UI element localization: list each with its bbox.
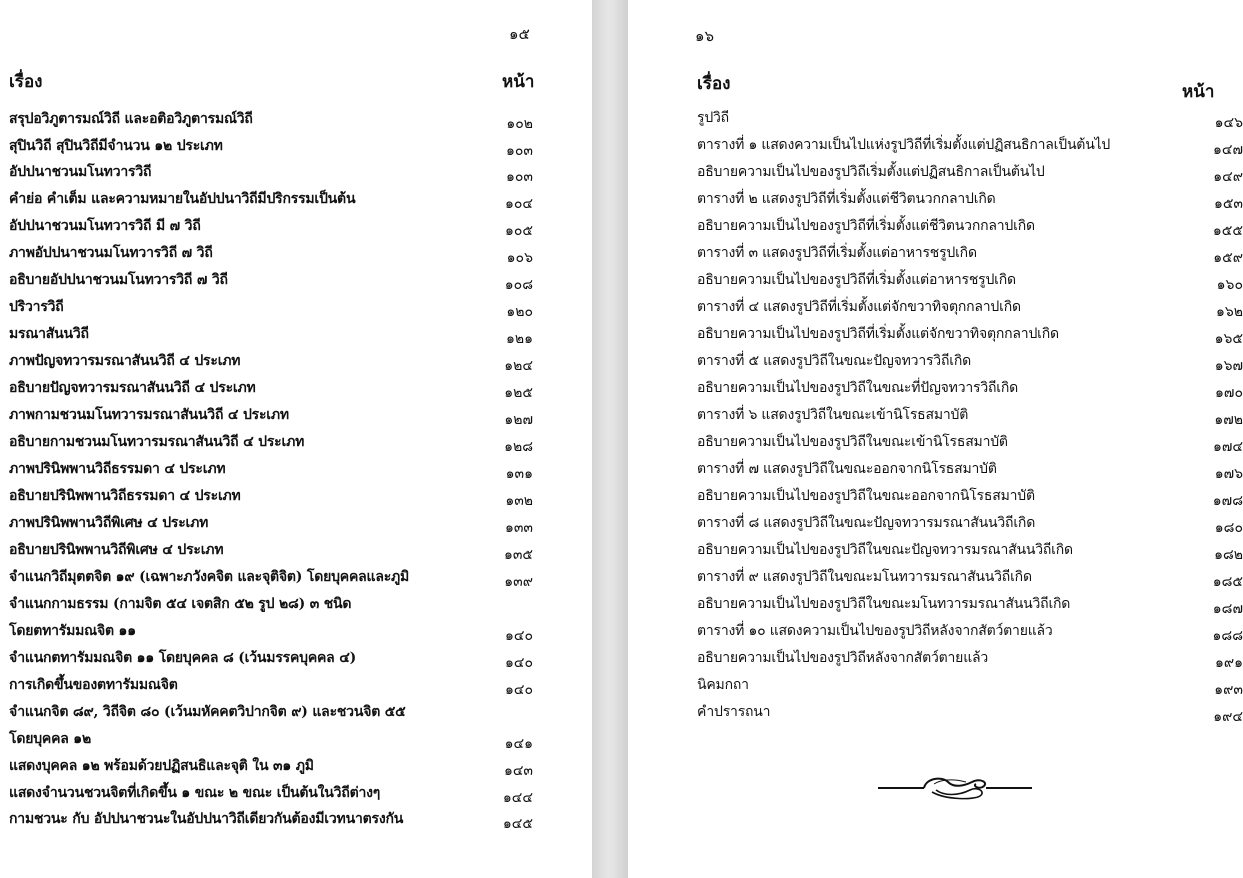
toc-entry-page: ๑๔๐ — [504, 655, 533, 671]
toc-entry-page: ๑๗๐ — [1215, 385, 1243, 401]
toc-entry-page: ๑๒๐ — [506, 304, 533, 320]
toc-entry-title: อธิบายปรินิพพานวิถีพิเศษ ๔ ประเภท — [9, 542, 224, 558]
toc-entry-page: ๑๕๕ — [1212, 223, 1243, 239]
toc-entry-page: ๑๕๓ — [1213, 196, 1243, 212]
toc-entry-page: ๑๐๔ — [504, 196, 533, 212]
toc-entry-page: ๑๐๘ — [504, 277, 533, 293]
toc-entry-title: อธิบายปรินิพพานวิถีธรรมดา ๔ ประเภท — [9, 488, 241, 504]
toc-entry-title: นิคมกถา — [697, 677, 749, 693]
toc-entry-page: ๑๘๒ — [1214, 547, 1243, 563]
toc-entry-title: อธิบายความเป็นไปของรูปวิถีเริ่มตั้งแต่ปฏิสนธิกาลเป็นต้นไป — [697, 164, 1045, 180]
page-column-header: หน้า — [1182, 82, 1215, 102]
toc-entry-title: อธิบายอัปปนาชวนมโนทวารวิถี ๗ วิถี — [9, 272, 228, 288]
toc-entry-title: สุปินวิถี สุปินวิถีมีจำนวน ๑๒ ประเภท — [9, 138, 223, 154]
toc-entry-page: ๑๔๖ — [1214, 115, 1243, 131]
toc-entry-page: ๑๓๑ — [505, 466, 533, 482]
toc-entry-page: ๑๗๔ — [1212, 439, 1243, 455]
toc-entry-title: อัปปนาชวนมโนทวารวิถี มี ๗ วิถี — [9, 218, 201, 234]
page-column-header: หน้า — [502, 72, 535, 92]
toc-entry-title: ตารางที่ ๒ แสดงรูปวิถีที่เริ่มตั้งแต่ชีวิตนวกกลาปเกิด — [697, 191, 996, 207]
toc-entry-title: อธิบายความเป็นไปของรูปวิถีที่เริ่มตั้งแต่จักขวาทิจตุกกลาปเกิด — [697, 326, 1059, 342]
toc-entry-title: ตารางที่ ๑๐ แสดงความเป็นไปของรูปวิถีหลังจากสัตว์ตายแล้ว — [697, 623, 1053, 639]
toc-entry-title: ภาพอัปปนาชวนมโนทวารวิถี ๗ วิถี — [9, 245, 213, 261]
toc-entry-page: ๑๔๕ — [502, 816, 533, 832]
toc-entry-title: มรณาสันนวิถี — [9, 326, 89, 342]
toc-entry-page: ๑๘๗ — [1212, 601, 1243, 617]
toc-entry-page: ๑๓๕ — [503, 547, 533, 563]
toc-entry-title: ตารางที่ ๔ แสดงรูปวิถีที่เริ่มตั้งแต่จักขวาทิจตุกกลาปเกิด — [697, 299, 1021, 315]
toc-entry-title: กามชวนะ กับ อัปปนาชวนะในอัปปนาวิถีเดียวกันต้องมีเวทนาตรงกัน — [9, 811, 404, 827]
toc-entry-page: ๑๖๐ — [1216, 277, 1243, 293]
toc-entry-title: ปริวารวิถี — [9, 299, 64, 315]
toc-entry-title: อธิบายความเป็นไปของรูปวิถีในขณะออกจากนิโรธสมาบัติ — [697, 488, 1035, 504]
right-page — [628, 0, 1243, 878]
toc-entry-title: ภาพกามชวนมโนทวารมรณาสันนวิถี ๔ ประเภท — [9, 407, 289, 423]
page-number: ๑๖ — [695, 27, 715, 45]
toc-entry-page: ๑๙๓ — [1214, 682, 1243, 698]
toc-entry-title: รูปวิถี — [697, 110, 729, 126]
toc-entry-title: ภาพปรินิพพานวิถีพิเศษ ๔ ประเภท — [9, 515, 209, 531]
toc-entry-title: คำปรารถนา — [697, 704, 771, 720]
toc-entry-page: ๑๗๘ — [1212, 493, 1243, 509]
left-page — [0, 0, 592, 878]
toc-entry-page: ๑๘๘ — [1212, 628, 1243, 644]
toc-entry-page: ๑๒๘ — [504, 439, 533, 455]
toc-entry-page: ๑๘๕ — [1212, 574, 1243, 590]
toc-entry-title: ภาพปรินิพพานวิถีธรรมดา ๔ ประเภท — [9, 461, 226, 477]
toc-entry-page: ๑๖๗ — [1214, 358, 1243, 374]
toc-entry-page: ๑๐๓ — [505, 169, 533, 185]
toc-entry-page: ๑๙๔ — [1213, 709, 1243, 725]
toc-entry-page: ๑๔๐ — [504, 628, 533, 644]
toc-entry-page: ๑๓๒ — [505, 493, 533, 509]
toc-entry-page: ๑๔๗ — [1212, 142, 1243, 158]
toc-entry-title: จำแนกจิต ๘๙, วิถีจิต ๘๐ (เว้นมหัคคตวิปากจิต ๙) และชวนจิต ๕๕ — [9, 704, 406, 720]
toc-entry-title: จำแนกกามธรรม (กามจิต ๕๔ เจตสิก ๕๒ รูป ๒๘) ๓ ชนิด — [9, 596, 352, 612]
toc-entry-page: ๑๔๑ — [504, 736, 533, 752]
toc-entry-page: ๑๐๕ — [504, 223, 533, 239]
book-gutter — [592, 0, 628, 878]
toc-entry-title: โดยตทารัมมณจิต ๑๑ — [9, 623, 136, 639]
toc-entry-title: ตารางที่ ๘ แสดงรูปวิถีในขณะปัญจทวารมรณาสันนวิถีเกิด — [697, 515, 1036, 531]
toc-entry-title: จำแนกตทารัมมณจิต ๑๑ โดยบุคคล ๘ (เว้นมรรคบุคคล ๔) — [9, 650, 357, 666]
toc-entry-page: ๑๓๓ — [504, 520, 533, 536]
scroll-flourish-icon — [876, 770, 1034, 804]
toc-entry-title: อัปปนาชวนมโนทวารวิถี — [9, 164, 152, 180]
toc-entry-page: ๑๔๔ — [502, 790, 533, 806]
toc-entry-title: อธิบายปัญจทวารมรณาสันนวิถี ๔ ประเภท — [9, 380, 256, 396]
toc-entry-title: อธิบายความเป็นไปของรูปวิถีหลังจากสัตว์ตายแล้ว — [697, 650, 989, 666]
toc-entry-page: ๑๕๙ — [1213, 250, 1243, 266]
toc-entry-title: ตารางที่ ๑ แสดงความเป็นไปแห่งรูปวิถีที่เริ่มตั้งแต่ปฏิสนธิกาลเป็นต้นไป — [697, 137, 1111, 153]
toc-entry-page: ๑๖๒ — [1215, 304, 1243, 320]
toc-entry-page: ๑๔๙ — [1213, 169, 1243, 185]
toc-entry-page: ๑๗๒ — [1214, 412, 1243, 428]
toc-entry-page: ๑๐๒ — [506, 116, 533, 132]
toc-entry-title: คำย่อ คำเต็ม และความหมายในอัปปนาวิถีมีปริกรรมเป็นต้น — [9, 191, 356, 207]
toc-entry-page: ๑๙๑ — [1214, 655, 1243, 671]
toc-entry-page: ๑๐๓ — [505, 143, 533, 159]
toc-entry-title: อธิบายความเป็นไปของรูปวิถีในขณะมโนทวารมรณาสันนวิถีเกิด — [697, 596, 1071, 612]
toc-entry-title: ภาพปัญจทวารมรณาสันนวิถี ๔ ประเภท — [9, 353, 241, 369]
topic-header: เรื่อง — [697, 74, 731, 94]
topic-header: เรื่อง — [9, 72, 43, 92]
toc-entry-page: ๑๗๖ — [1214, 466, 1243, 482]
page-number: ๑๕ — [509, 25, 530, 43]
toc-entry-page: ๑๒๔ — [504, 358, 533, 374]
toc-entry-title: อธิบายความเป็นไปของรูปวิถีในขณะปัญจทวารมรณาสันนวิถีเกิด — [697, 542, 1073, 558]
toc-entry-title: แสดงบุคคล ๑๒ พร้อมด้วยปฏิสนธิและจุติ ใน ๓๑ ภูมิ — [9, 758, 314, 774]
toc-entry-title: การเกิดขึ้นของตทารัมมณจิต — [9, 677, 178, 693]
toc-entry-title: อธิบายกามชวนมโนทวารมรณาสันนวิถี ๔ ประเภท — [9, 434, 305, 450]
toc-entry-page: ๑๒๕ — [504, 385, 533, 401]
toc-entry-title: อธิบายความเป็นไปของรูปวิถีที่เริ่มตั้งแต่ชีวิตนวกกลาปเกิด — [697, 218, 1035, 234]
toc-entry-title: จำแนกวิถีมุตตจิต ๑๙ (เฉพาะภวังคจิต และจุติจิต) โดยบุคคลและภูมิ — [9, 569, 410, 585]
toc-entry-title: ตารางที่ ๙ แสดงรูปวิถีในขณะมโนทวารมรณาสันนวิถีเกิด — [697, 569, 1032, 585]
toc-entry-title: ตารางที่ ๗ แสดงรูปวิถีในขณะออกจากนิโรธสมาบัติ — [697, 461, 997, 477]
toc-entry-title: ตารางที่ ๓ แสดงรูปวิถีที่เริ่มตั้งแต่อาหารชรูปเกิด — [697, 245, 977, 261]
toc-entry-page: ๑๔๐ — [504, 682, 533, 698]
toc-entry-title: สรุปอวิภูตารมณ์วิถี และอติอวิภูตารมณ์วิถี — [9, 111, 253, 127]
toc-entry-title: ตารางที่ ๕ แสดงรูปวิถีในขณะปัญจทวารวิถีเกิด — [697, 353, 971, 369]
toc-entry-page: ๑๘๐ — [1214, 520, 1243, 536]
toc-entry-page: ๑๔๓ — [503, 763, 533, 779]
toc-entry-page: ๑๒๑ — [505, 331, 533, 347]
toc-entry-title: ตารางที่ ๖ แสดงรูปวิถีในขณะเข้านิโรธสมาบัติ — [697, 407, 969, 423]
toc-entry-title: อธิบายความเป็นไปของรูปวิถีในขณะเข้านิโรธสมาบัติ — [697, 434, 1008, 450]
toc-entry-page: ๑๐๖ — [506, 250, 533, 266]
toc-entry-page: ๑๖๕ — [1214, 331, 1243, 347]
toc-entry-title: อธิบายความเป็นไปของรูปวิถีในขณะที่ปัญจทวารวิถีเกิด — [697, 380, 1019, 396]
toc-entry-title: โดยบุคคล ๑๒ — [9, 731, 92, 747]
toc-entry-page: ๑๓๙ — [504, 574, 533, 590]
toc-entry-title: แสดงจำนวนชวนจิตที่เกิดขึ้น ๑ ขณะ ๒ ขณะ เป็นต้นในวิถีต่างๆ — [9, 785, 381, 801]
toc-entry-page: ๑๒๗ — [504, 412, 533, 428]
toc-entry-title: อธิบายความเป็นไปของรูปวิถีที่เริ่มตั้งแต่อาหารชรูปเกิด — [697, 272, 1016, 288]
